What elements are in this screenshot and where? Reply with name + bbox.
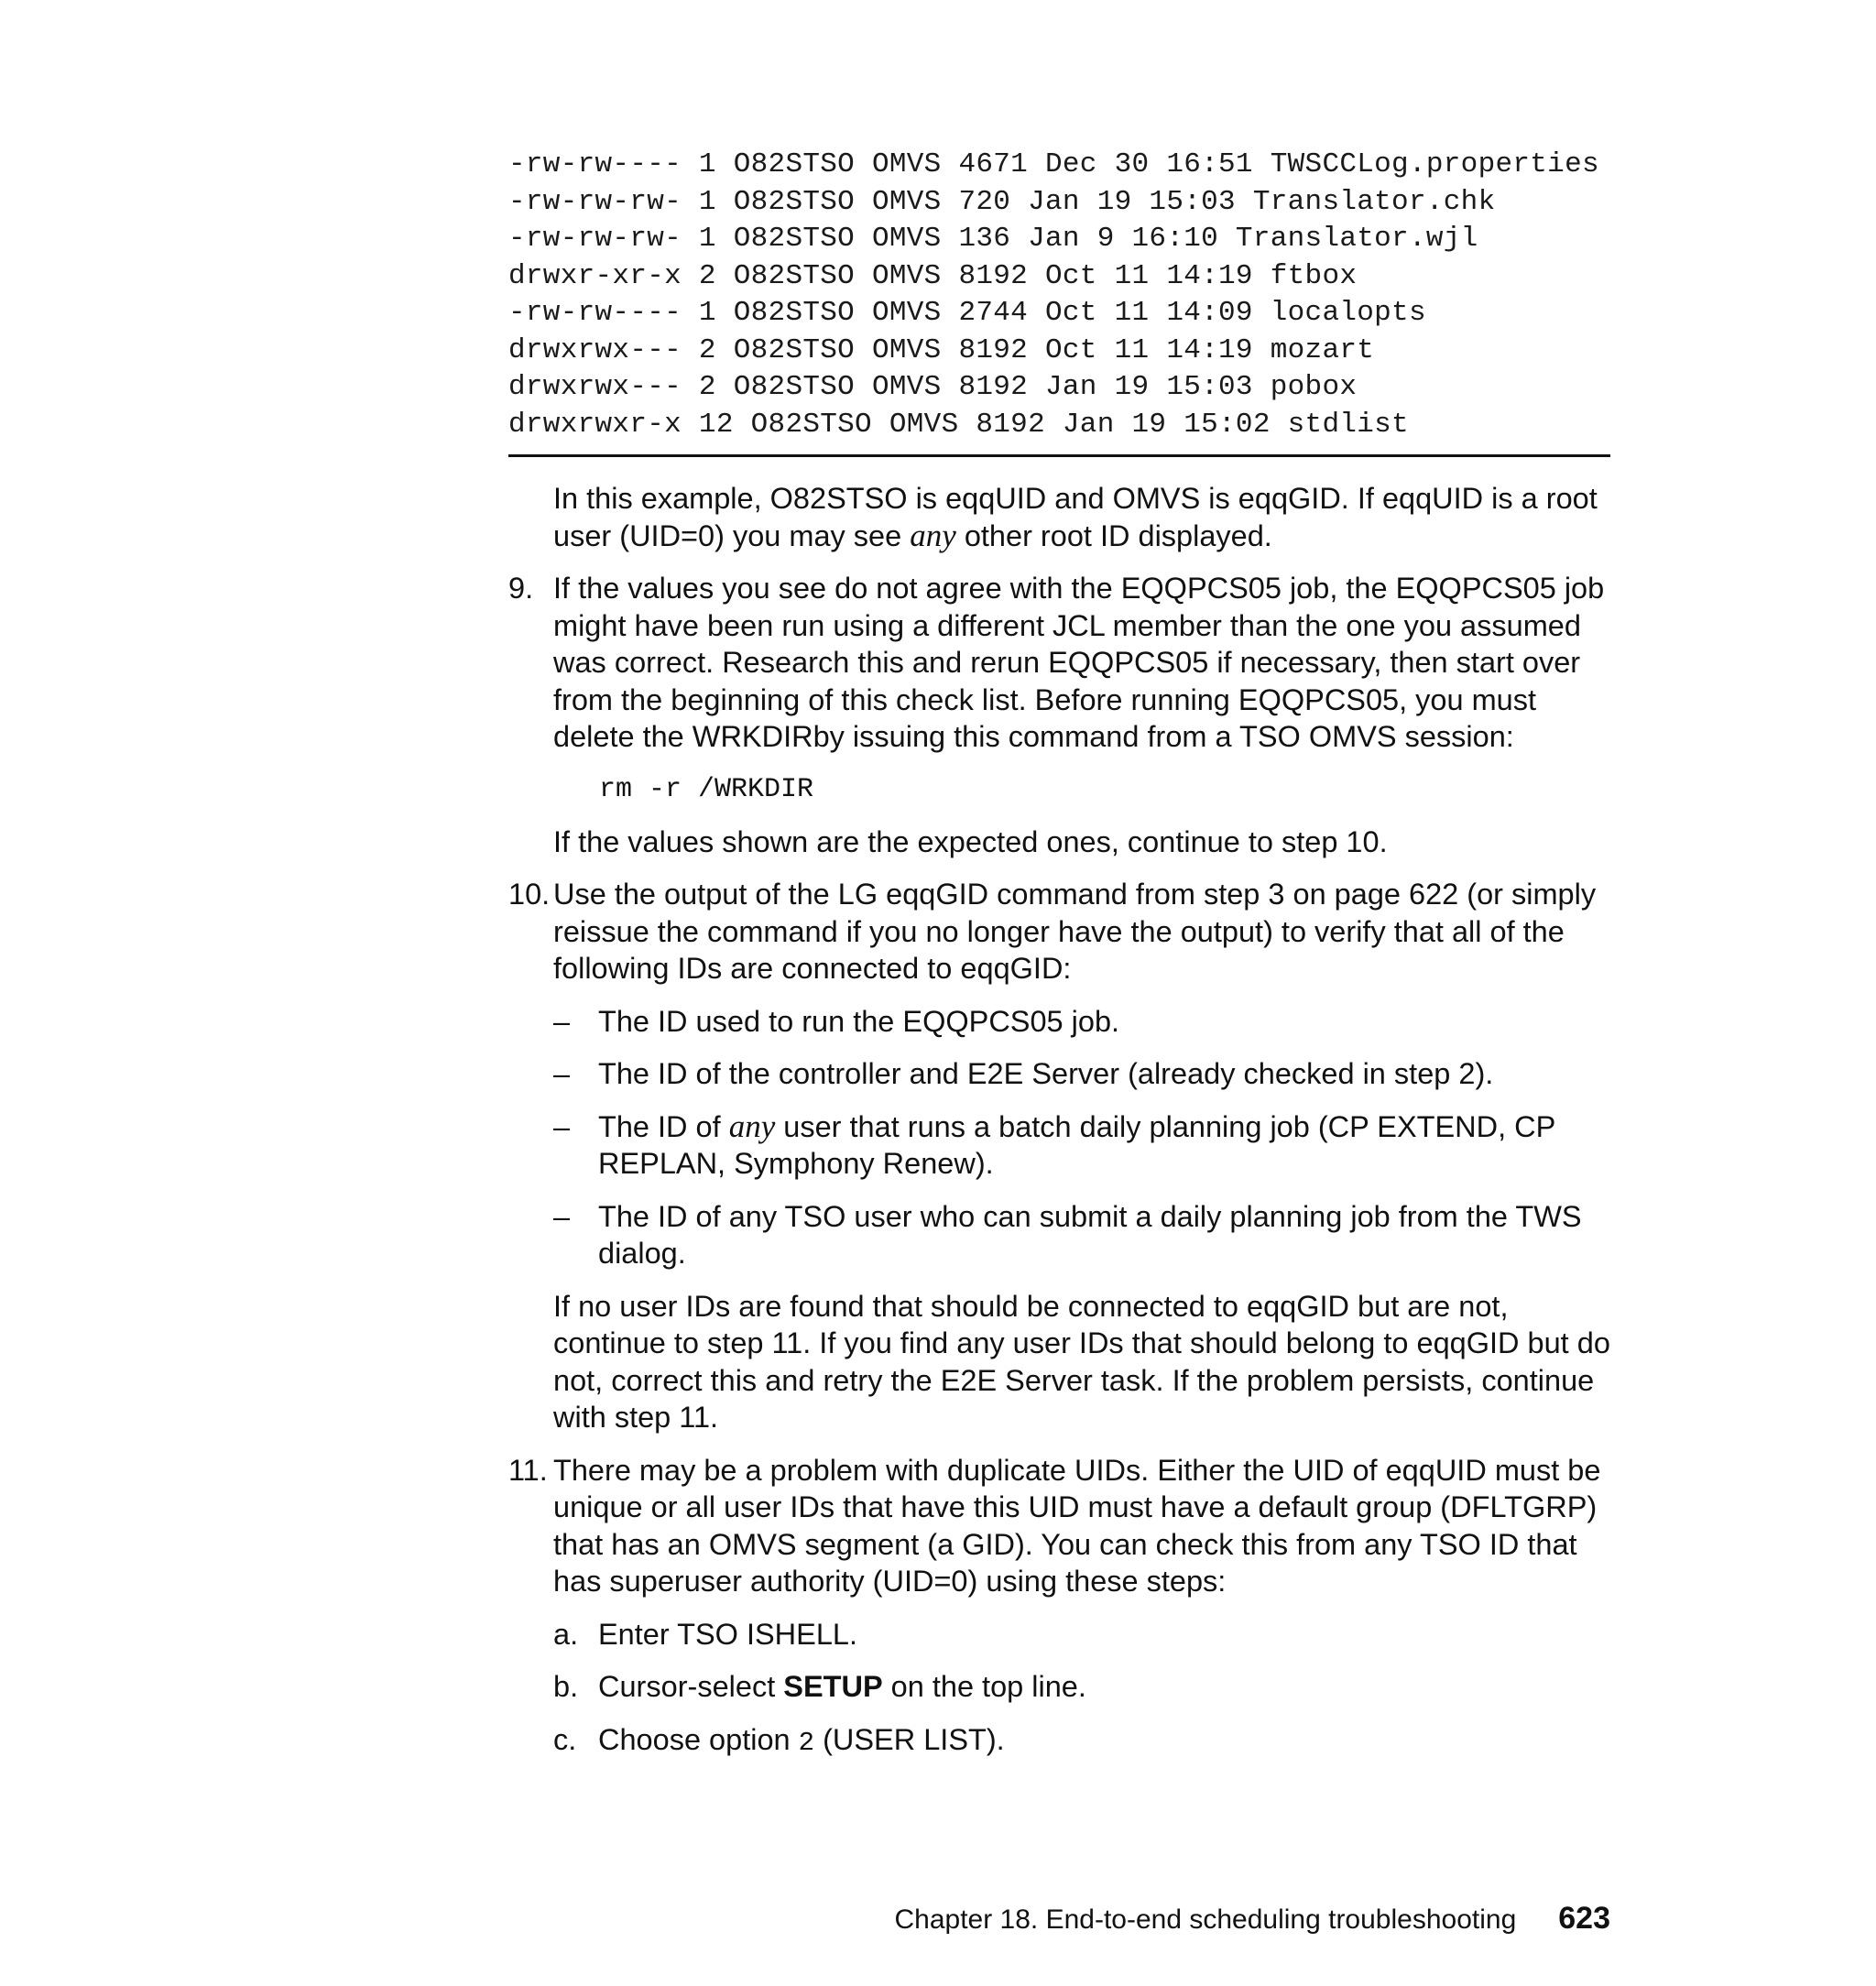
listing-line: -rw-rw---- 1 O82STSO OMVS 2744 Oct 11 14:09 localopts [508, 297, 1426, 329]
listing-line: -rw-rw---- 1 O82STSO OMVS 4671 Dec 30 16:51 TWSCCLog.properties [508, 148, 1599, 180]
body-text [508, 480, 1612, 1777]
chapter-title: Chapter 18. End-to-end scheduling troubleshooting [894, 1904, 1517, 1935]
option-number: 2 [798, 1727, 815, 1758]
page-number: 623 [1558, 1901, 1610, 1936]
listing-line: drwxr-xr-x 2 O82STSO OMVS 8192 Oct 11 14:19 ftbox [508, 259, 1358, 292]
listing-line: drwxrwxr-x 12 O82STSO OMVS 8192 Jan 19 15:02 stdlist [508, 408, 1409, 441]
dash-bullet: – [553, 1109, 571, 1143]
step-9 [508, 570, 1612, 756]
step-text: Use the output of the LG eqqGID command from step 3 on page 622 (or simply reissue the command if you no longer have the output) to verify that all of the following IDs are connected to eqqGID: [553, 878, 1597, 985]
intro-paragraph: In this example, O82STSO is eqqUID and OMVS is eqqGID. If eqqUID is a root user (UID=0) you may see any other root ID displayed. [553, 482, 1598, 553]
substep-b: b. Cursor-select SETUP on the top line. [508, 1668, 1612, 1706]
emphasis: any [910, 517, 956, 553]
step-9-followup: If the values shown are the expected ones, continue to step 10. [553, 824, 1388, 858]
step-text: If the values you see do not agree with the EQQPCS05 job, the EQQPCS05 job might have been run using a different JCL member than the one you assumed was correct. Research this and rerun EQQPCS05 if necessary, then start over from the beginning of this check list. Before running EQQPCS05, you must delete the WRKDIRby issuing this command from a TSO OMVS session: [553, 572, 1605, 753]
listing-line: drwxrwx--- 2 O82STSO OMVS 8192 Oct 11 14:19 mozart [508, 333, 1375, 366]
step-10-followup: If no user IDs are found that should be connected to eqqGID but are not, continue to step 11. If you find any user IDs that should belong to eqqGID but do not, correct this and retry the E2E Server task. If the problem persists, continue with step 11. [553, 1289, 1610, 1434]
step-number: 9. [508, 572, 534, 605]
listing-line: drwxrwx--- 2 O82STSO OMVS 8192 Jan 19 15:03 pobox [508, 371, 1358, 403]
listing-line: -rw-rw-rw- 1 O82STSO OMVS 720 Jan 19 15:03 Translator.chk [508, 185, 1496, 218]
list-item: – The ID of the controller and E2E Server (already checked in step 2). [508, 1055, 1612, 1093]
substep-marker: c. [553, 1722, 577, 1756]
list-item: – The ID used to run the EQQPCS05 job. [508, 1003, 1612, 1041]
directory-listing [508, 147, 1599, 443]
substep-marker: a. [553, 1617, 579, 1651]
substep-marker: b. [553, 1670, 579, 1703]
step-text: There may be a problem with duplicate UIDs. Either the UID of eqqUID must be unique or all user IDs that have this UID must have a default group (DFLTGRP) that has an OMVS segment (a GID). You can check this from any TSO ID that has superuser authority (UID=0) using these steps: [553, 1453, 1601, 1598]
page-footer [894, 1900, 1610, 1938]
command-example: rm -r /WRKDIR [599, 773, 814, 805]
emphasis: any [728, 1108, 776, 1144]
listing-divider [508, 454, 1610, 457]
step-10 [508, 876, 1612, 988]
dash-bullet: – [553, 1004, 571, 1038]
substep-c: c. Choose option 2 (USER LIST). [553, 1722, 1005, 1758]
dash-bullet: – [553, 1199, 571, 1233]
list-item: – The ID of any user that runs a batch daily planning job (CP EXTEND, CP REPLAN, Symphony Renew). [553, 1108, 1555, 1180]
setup-keyword: SETUP [783, 1670, 883, 1703]
step-number: 11. [508, 1453, 548, 1487]
substep-a: a. Enter TSO ISHELL. [508, 1616, 1612, 1653]
dash-bullet: – [553, 1057, 571, 1090]
listing-line: -rw-rw-rw- 1 O82STSO OMVS 136 Jan 9 16:10 Translator.wjl [508, 223, 1478, 255]
step-number: 10. [508, 878, 551, 911]
step-11 [508, 1452, 1612, 1600]
list-item: – The ID of any TSO user who can submit a daily planning job from the TWS dialog. [553, 1199, 1582, 1270]
